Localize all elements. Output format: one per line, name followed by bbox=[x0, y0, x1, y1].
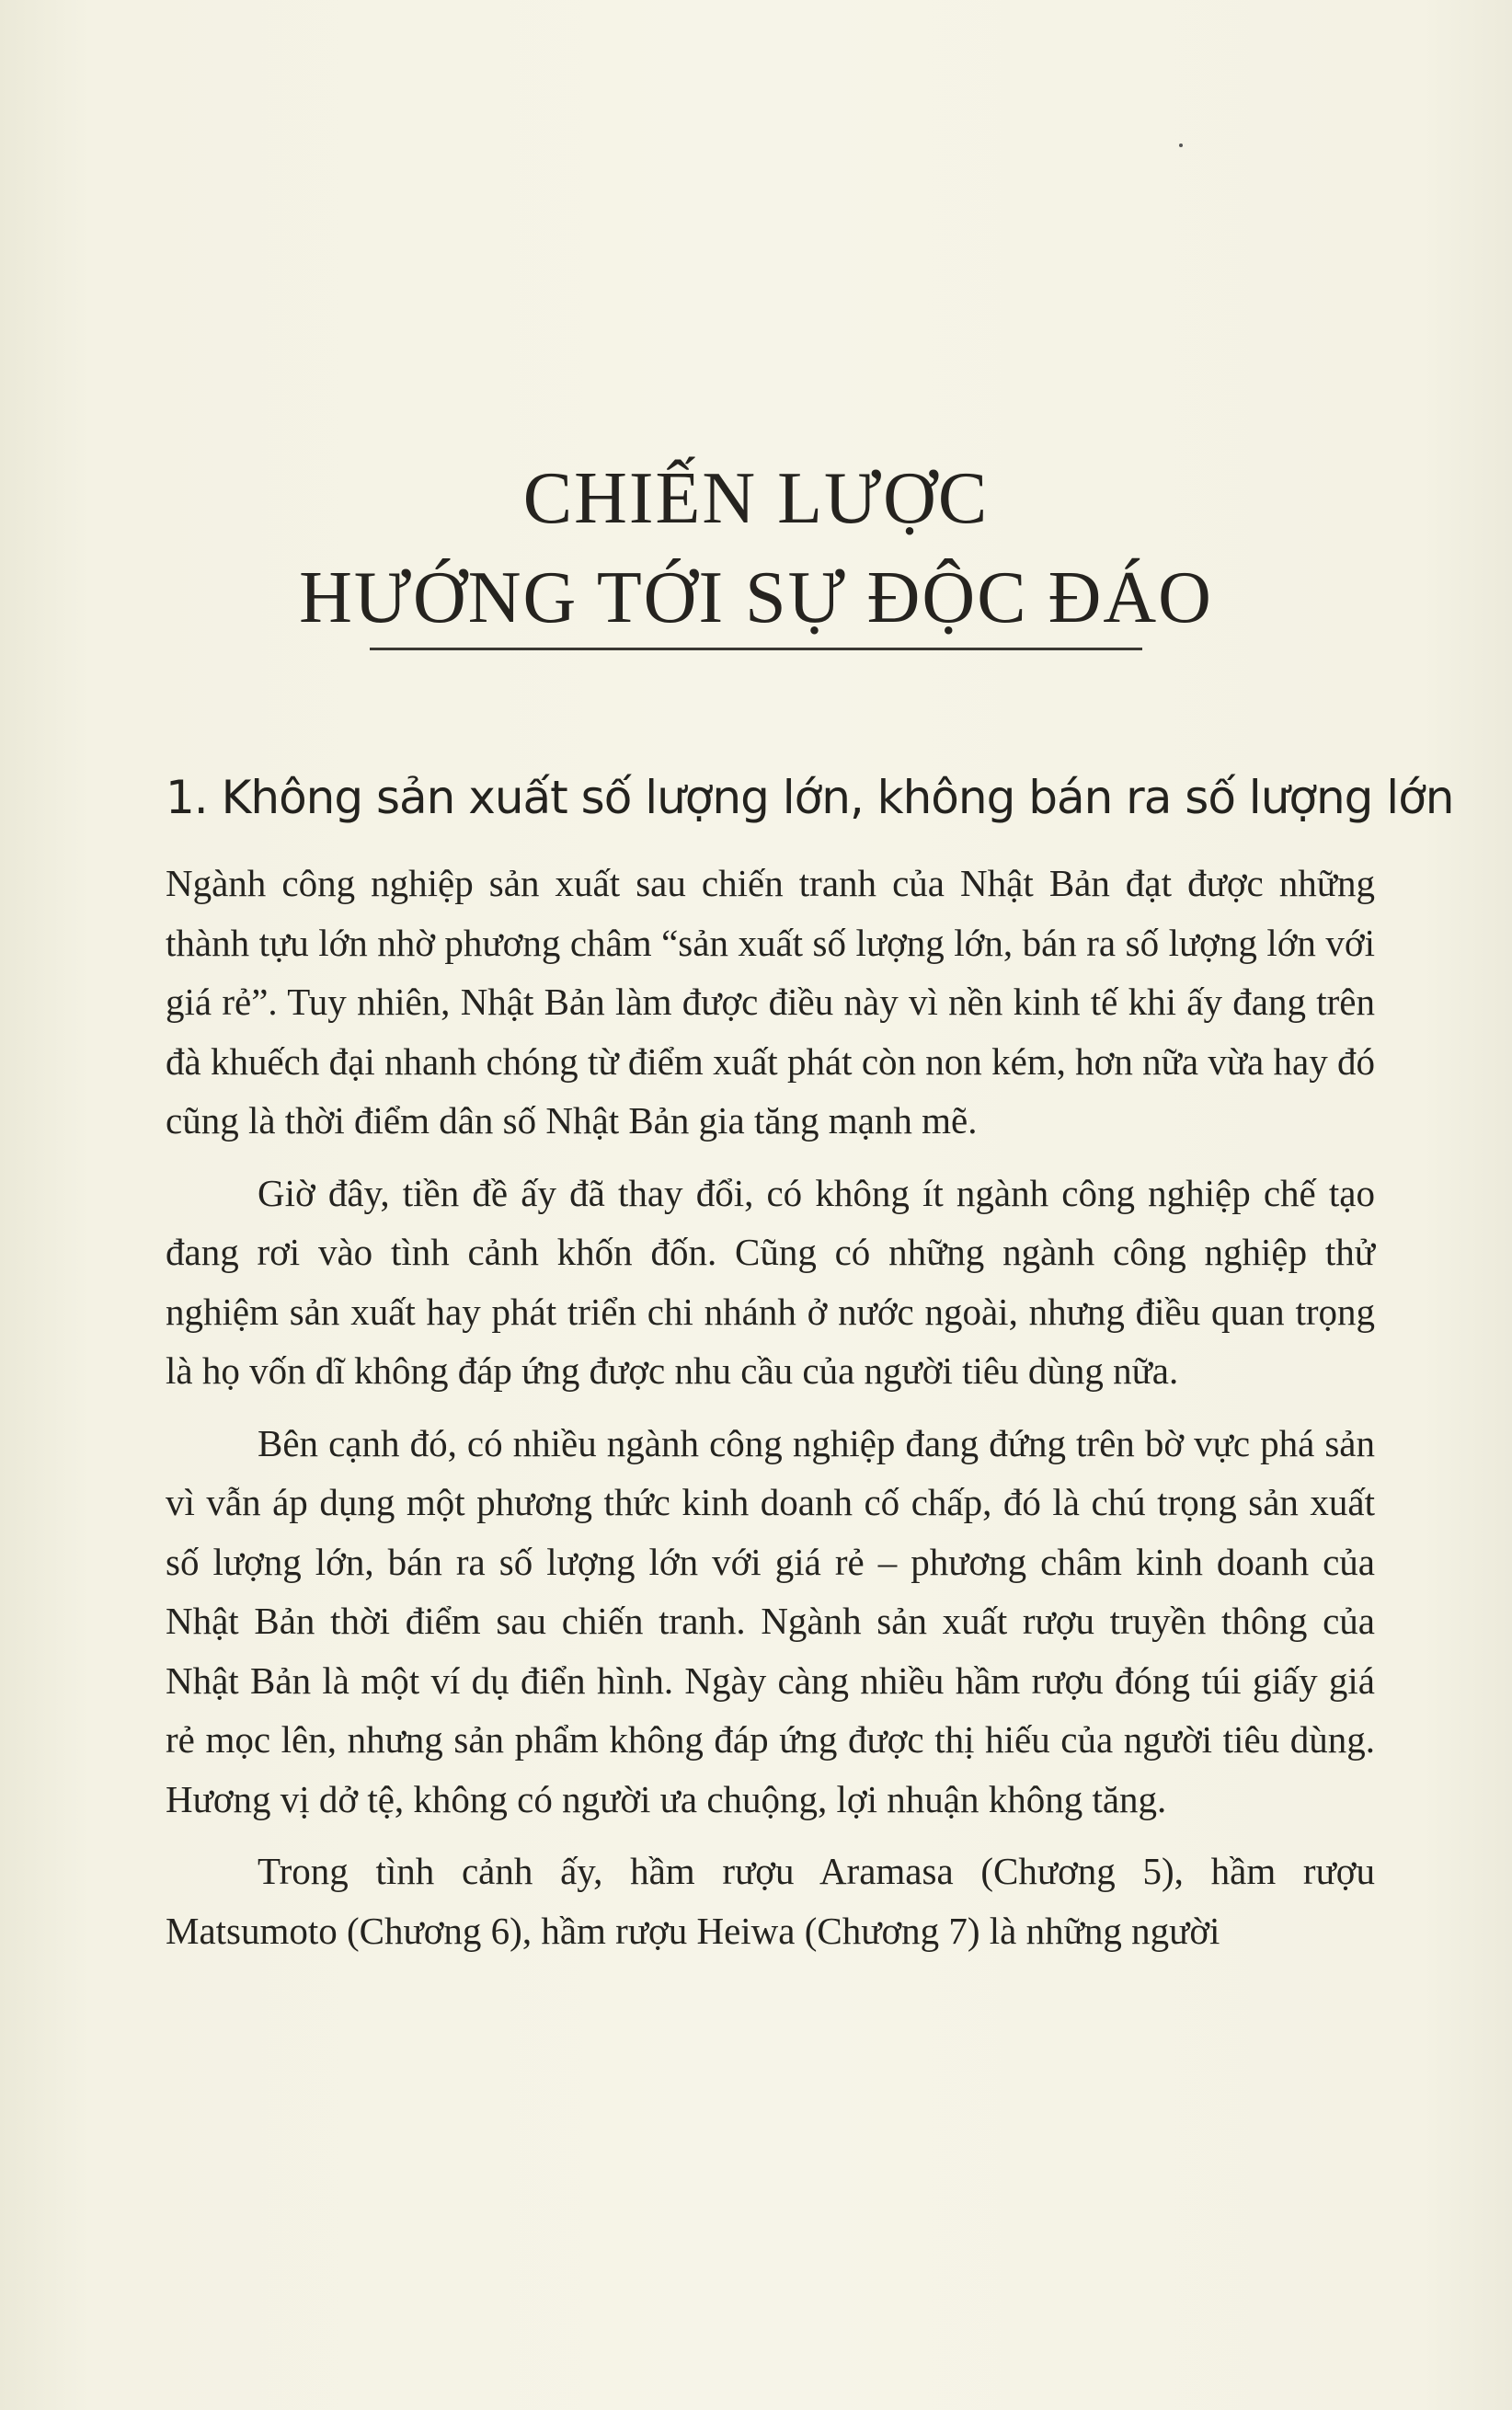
title-underline bbox=[370, 648, 1142, 650]
paragraph-1: Ngành công nghiệp sản xuất sau chiến tranh của Nhật Bản đạt được những thành tựu lớn nhờ phương châm “sản xuất số lượng lớn, bán ra số lượng lớn với giá rẻ”. Tuy nhiên, Nhật Bản làm được điều này vì nền kinh tế khi ấy đang trên đà khuếch đại nhanh chóng từ điểm xuất phát còn non kém, hơn nữa vừa hay đó cũng là thời điểm dân số Nhật Bản gia tăng mạnh mẽ. bbox=[166, 862, 1375, 1142]
chapter-title-line-2: HƯỚNG TỚI SỰ ĐỘC ĐÁO bbox=[299, 557, 1213, 638]
body-text bbox=[166, 854, 1375, 1973]
paragraph-2: Giờ đây, tiền đề ấy đã thay đổi, có không ít ngành công nghiệp chế tạo đang rơi vào tình cảnh khốn đốn. Cũng có những ngành công nghiệp thử nghiệm sản xuất hay phát triển chi nhánh ở nước ngoài, nhưng điều quan trọng là họ vốn dĩ không đáp ứng được nhu cầu của người tiêu dùng nữa. bbox=[166, 1171, 1375, 1392]
paragraph-4: Trong tình cảnh ấy, hầm rượu Aramasa (Chương 5), hầm rượu Matsumoto (Chương 6), hầm rượu Heiwa (Chương 7) là những người bbox=[166, 1850, 1375, 1952]
paragraph-3: Bên cạnh đó, có nhiều ngành công nghiệp đang đứng trên bờ vực phá sản vì vẫn áp dụng một phương thức kinh doanh cố chấp, đó là chú trọng sản xuất số lượng lớn, bán ra số lượng lớn với giá rẻ – phương châm kinh doanh của Nhật Bản thời điểm sau chiến tranh. Ngành sản xuất rượu truyền thông của Nhật Bản là một ví dụ điển hình. Ngày càng nhiều hầm rượu đóng túi giấy giá rẻ mọc lên, nhưng sản phẩm không đáp ứng được thị hiếu của người tiêu dùng. Hương vị dở tệ, không có người ưa chuộng, lợi nhuận không tăng. bbox=[166, 1421, 1375, 1820]
chapter-title-line-1: CHIẾN LƯỢC bbox=[522, 458, 990, 539]
ink-speck bbox=[1179, 143, 1183, 147]
bleed-through-text bbox=[156, 230, 1352, 291]
chapter-title bbox=[0, 449, 1512, 650]
section-heading: 1. Không sản xuất số lượng lớn, không bán ra số lượng lớn bbox=[166, 771, 1454, 824]
